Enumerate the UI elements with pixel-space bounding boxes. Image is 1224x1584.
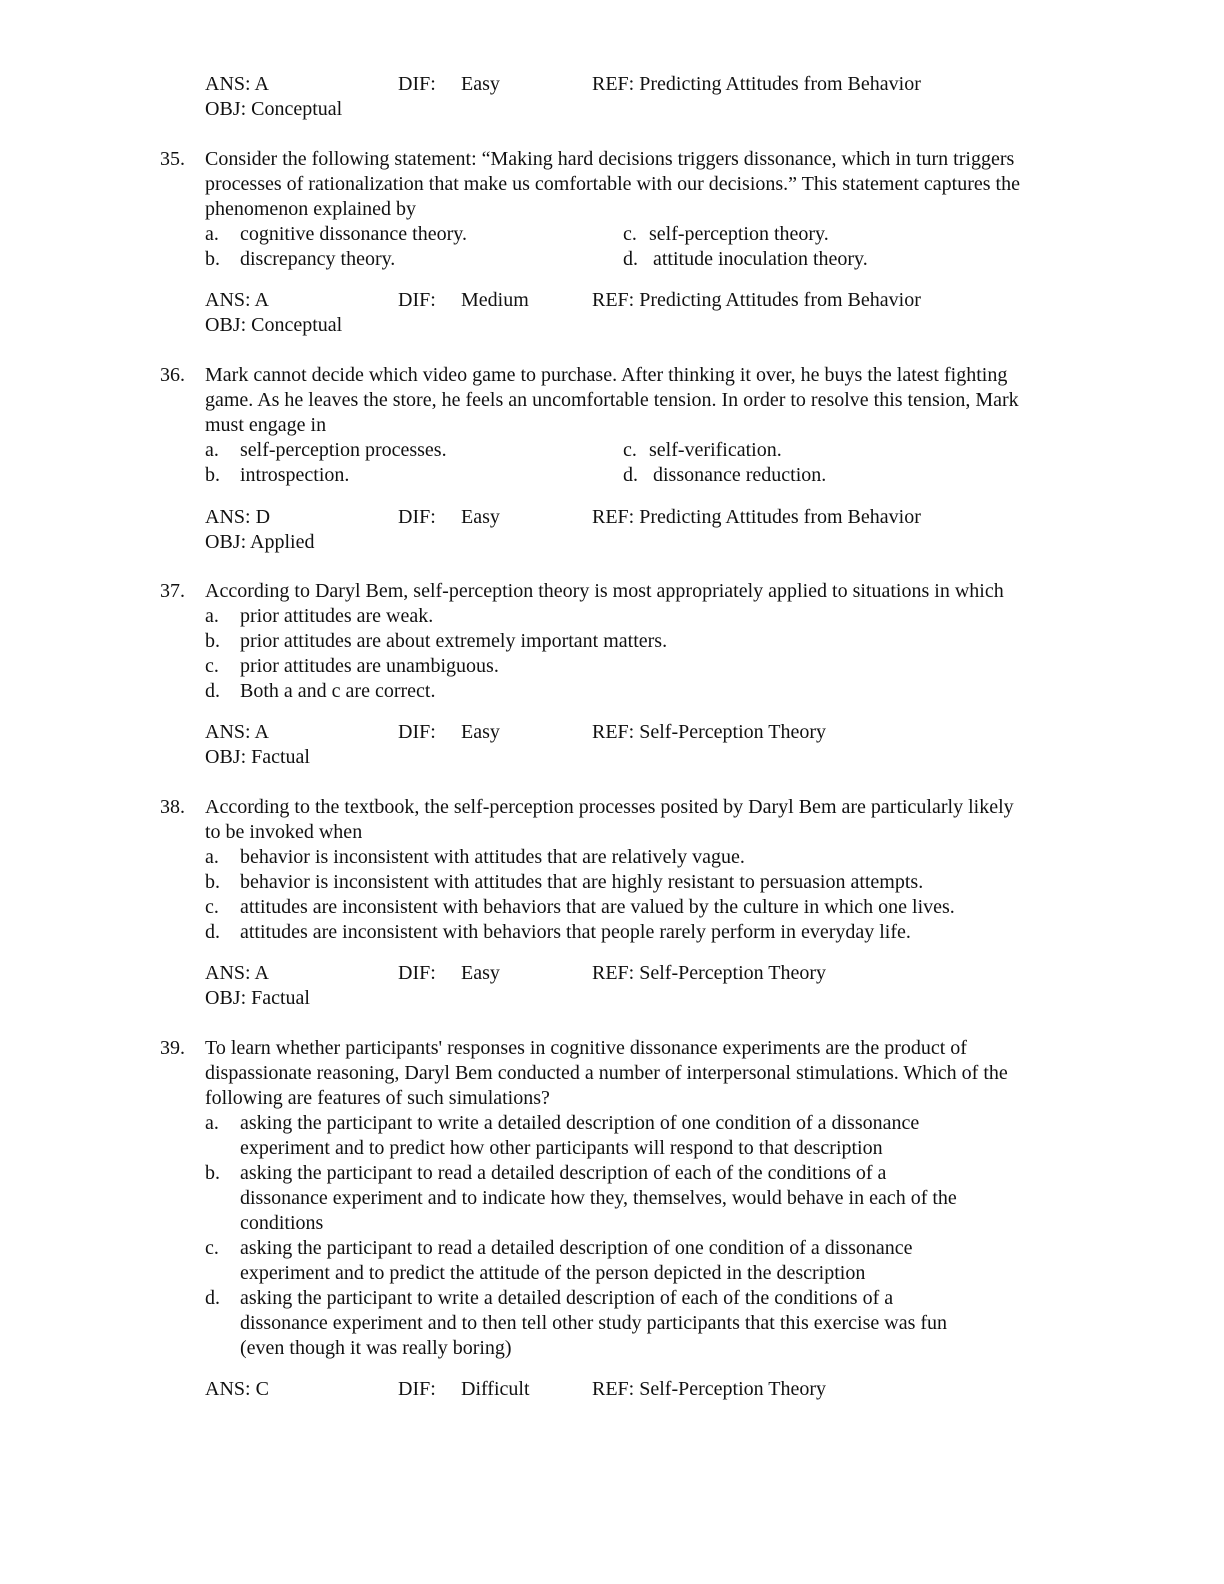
answer-key: ANS: C [205,1378,269,1400]
option-letter: c. [205,655,219,677]
answer-key: ANS: D [205,506,271,528]
difficulty-label: DIF: [398,506,436,528]
question-36 [160,363,1100,488]
option-letter: b. [205,248,220,270]
reference: REF: Self-Perception Theory [592,1378,827,1400]
option-letter: a. [205,1112,219,1134]
difficulty-label: DIF: [398,1378,436,1400]
difficulty-label: DIF: [398,73,436,95]
option-letter: c. [205,896,219,918]
option-text: cognitive dissonance theory. [240,223,467,245]
option-c [160,895,1100,920]
option-row [160,247,1100,272]
question-37 [160,579,1100,704]
option-text: attitudes are inconsistent with behaviors that people rarely perform in everyday life. [240,921,911,943]
option-letter: a. [205,846,219,868]
option-a [160,845,1100,870]
reference: REF: Predicting Attitudes from Behavior [592,73,921,95]
option-text: asking the participant to write a detailed description of one condition of a dissonance [240,1112,920,1134]
question-stem-line: According to the textbook, the self-perception processes posited by Daryl Bem are particularly likely [205,796,1014,818]
option-text: behavior is inconsistent with attitudes that are relatively vague. [240,846,745,868]
difficulty-value: Easy [461,73,500,95]
option-letter: c. [623,439,637,461]
option-letter: d. [623,464,638,486]
option-text: self-verification. [649,439,782,461]
option-b [160,870,1100,895]
difficulty-label: DIF: [398,962,436,984]
reference: REF: Predicting Attitudes from Behavior [592,506,921,528]
option-row [160,222,1100,247]
answer-meta-34 [160,72,1100,122]
difficulty-value: Easy [461,506,500,528]
question-stem-line: dispassionate reasoning, Daryl Bem conducted a number of interpersonal stimulations. Which of the [205,1062,1008,1084]
option-a [160,604,1100,629]
answer-key: ANS: A [205,73,269,95]
answer-key: ANS: A [205,962,269,984]
question-stem-line: must engage in [205,414,327,436]
option-letter: d. [623,248,638,270]
difficulty-label: DIF: [398,721,436,743]
option-text: asking the participant to read a detailed description of each of the conditions of a [240,1162,887,1184]
option-letter: a. [205,439,219,461]
option-letter: d. [205,921,220,943]
option-text: dissonance reduction. [653,464,827,486]
answer-meta-37 [160,720,1100,770]
difficulty-value: Easy [461,721,500,743]
question-stem-line: following are features of such simulations? [205,1087,550,1109]
option-text: dissonance experiment and to indicate how they, themselves, would behave in each of the [240,1187,957,1209]
option-text: introspection. [240,464,350,486]
option-text: (even though it was really boring) [240,1337,512,1359]
difficulty-value: Medium [461,289,529,311]
option-text: prior attitudes are about extremely important matters. [240,630,668,652]
question-stem-line: According to Daryl Bem, self-perception theory is most appropriately applied to situations in which [205,580,1004,602]
option-letter: b. [205,871,220,893]
answer-meta-39 [160,1377,1100,1402]
question-39 [160,1036,1100,1361]
question-number: 36. [160,364,185,386]
option-text: attitudes are inconsistent with behaviors that are valued by the culture in which one lives. [240,896,955,918]
option-letter: d. [205,680,220,702]
option-text: prior attitudes are weak. [240,605,434,627]
question-35 [160,147,1100,272]
question-number: 35. [160,148,185,170]
option-d [160,1286,1100,1311]
option-d [160,920,1100,945]
reference: REF: Predicting Attitudes from Behavior [592,289,921,311]
question-stem-line: To learn whether participants' responses in cognitive dissonance experiments are the product of [205,1037,967,1059]
answer-meta-35 [160,288,1100,338]
difficulty-label: DIF: [398,289,436,311]
question-38 [160,795,1100,945]
question-stem-line: game. As he leaves the store, he feels an uncomfortable tension. In order to resolve this tension, Mark [205,389,1019,411]
answer-key: ANS: A [205,289,269,311]
reference: REF: Self-Perception Theory [592,962,827,984]
difficulty-value: Easy [461,962,500,984]
option-text: experiment and to predict the attitude of the person depicted in the description [240,1262,866,1284]
answer-key: ANS: A [205,721,269,743]
option-c [160,1236,1100,1261]
answer-meta-36 [160,505,1100,555]
option-c [160,654,1100,679]
objective: OBJ: Factual [205,746,310,768]
question-stem-line: Mark cannot decide which video game to purchase. After thinking it over, he buys the latest fighting [205,364,1008,386]
option-letter: c. [623,223,637,245]
question-number: 39. [160,1037,185,1059]
option-text: prior attitudes are unambiguous. [240,655,499,677]
option-text: Both a and c are correct. [240,680,436,702]
option-row [160,438,1100,463]
reference: REF: Self-Perception Theory [592,721,827,743]
question-stem-line: to be invoked when [205,821,363,843]
objective: OBJ: Conceptual [205,314,343,336]
option-text: asking the participant to read a detailed description of one condition of a dissonance [240,1237,913,1259]
option-text: self-perception processes. [240,439,447,461]
option-text: self-perception theory. [649,223,829,245]
option-text: discrepancy theory. [240,248,396,270]
option-text: experiment and to predict how other participants will respond to that description [240,1137,883,1159]
question-stem-line: phenomenon explained by [205,198,417,220]
option-b [160,1161,1100,1186]
question-stem-line: Consider the following statement: “Making hard decisions triggers dissonance, which in turn triggers [205,148,1015,170]
answer-meta-38 [160,961,1100,1011]
option-b [160,629,1100,654]
option-letter: a. [205,223,219,245]
objective: OBJ: Applied [205,531,315,553]
option-text: conditions [240,1212,324,1234]
difficulty-value: Difficult [461,1378,530,1400]
objective: OBJ: Factual [205,987,310,1009]
option-row [160,463,1100,488]
option-letter: a. [205,605,219,627]
option-a [160,1111,1100,1136]
question-stem-line: processes of rationalization that make us comfortable with our decisions.” This statement captures the [205,173,1020,195]
option-text: behavior is inconsistent with attitudes that are highly resistant to persuasion attempts. [240,871,924,893]
question-number: 37. [160,580,185,602]
option-text: attitude inoculation theory. [653,248,868,270]
option-letter: d. [205,1287,220,1309]
question-number: 38. [160,796,185,818]
option-d [160,679,1100,704]
option-letter: c. [205,1237,219,1259]
option-text: asking the participant to write a detailed description of each of the conditions of a [240,1287,894,1309]
option-letter: b. [205,1162,220,1184]
option-text: dissonance experiment and to then tell other study participants that this exercise was fun [240,1312,948,1334]
objective: OBJ: Conceptual [205,98,343,120]
option-letter: b. [205,630,220,652]
option-letter: b. [205,464,220,486]
